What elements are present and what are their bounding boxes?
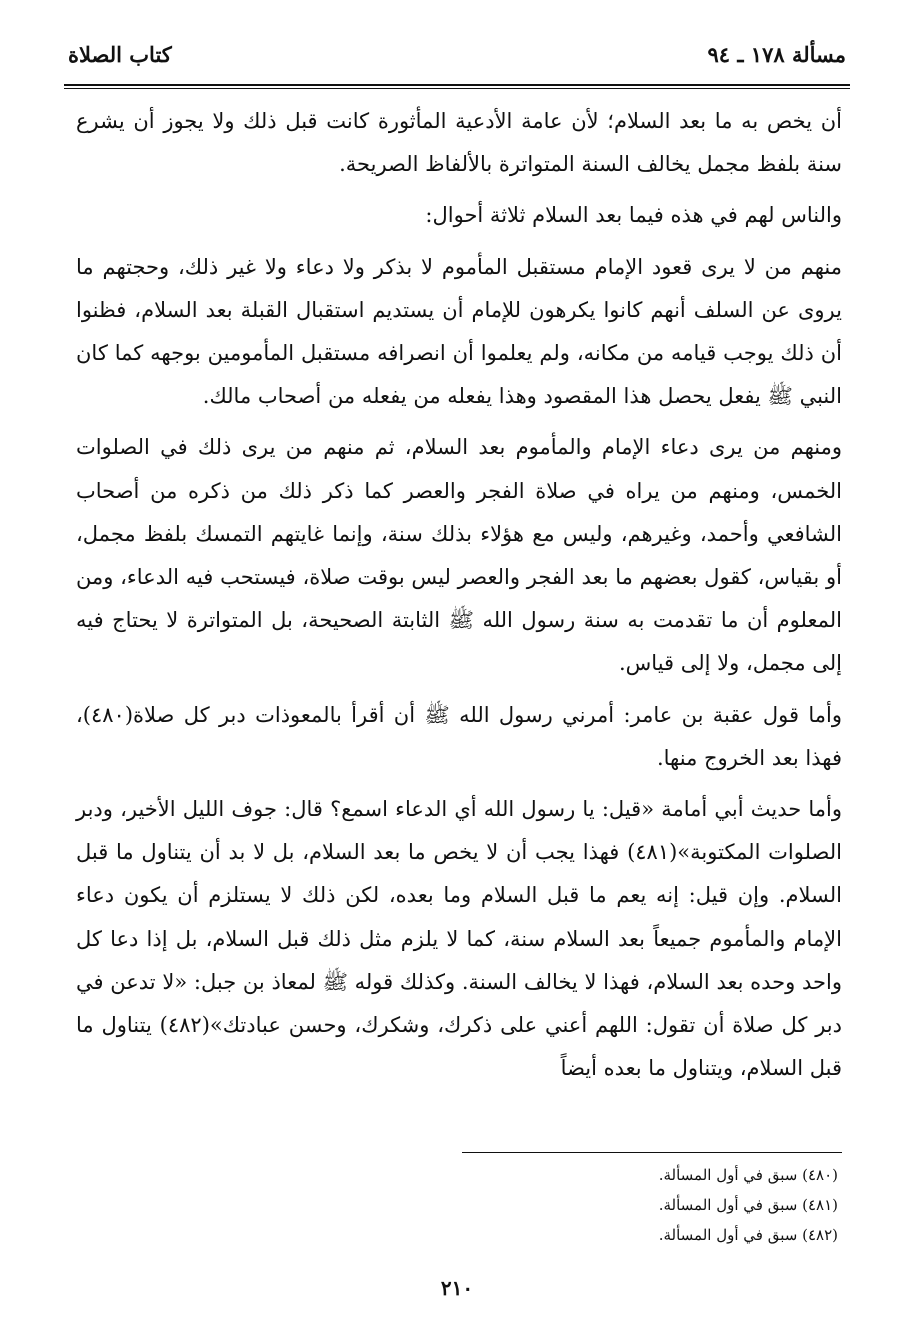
book-title: كتاب الصلاة xyxy=(68,41,172,67)
paragraph: ومنهم من يرى دعاء الإمام والمأموم بعد السلام، ثم منهم من يرى ذلك في الصلوات الخمس، ومنهم من يراه في صلاة الفجر والعصر كما ذكر ذلك من ذكره من أصحاب الشافعي وأحمد، وغيرهم، وليس مع هؤلاء بذلك سنة، وإنما غايتهم التمسك بلفظ مجمل، أو بقياس، كقول بعضهم ما بعد الفجر والعصر ليس بوقت صلاة، فيستحب فيه الدعاء، ومن المعلوم أن ما تقدمت به سنة رسول الله ﷺ الثابتة الصحيحة، بل المتواترة لا يحتاج فيه إلى مجمل، ولا إلى قياس. xyxy=(76,435,842,676)
footnotes xyxy=(420,1160,838,1250)
paragraph: وأما قول عقبة بن عامر: أمرني رسول الله ﷺ أن أقرأ بالمعوذات دبر كل صلاة(٤٨٠)، فهذا بعد الخروج منها. xyxy=(76,702,842,770)
paragraph: والناس لهم في هذه فيما بعد السلام ثلاثة أحوال: xyxy=(425,203,842,228)
header-divider xyxy=(64,84,850,89)
footnote-item: (٤٨٢) سبق في أول المسألة. xyxy=(658,1226,838,1244)
running-header xyxy=(68,34,846,74)
paragraph: وأما حديث أبي أمامة «قيل: يا رسول الله أي الدعاء اسمع؟ قال: جوف الليل الأخير، ودبر الصلوات المكتوبة»(٤٨١) فهذا يجب أن لا يخص ما بعد السلام، بل لا بد أن يتناول ما قبل السلام. وإن قيل: إنه يعم ما قبل السلام وما بعده، لكن ذلك لا يستلزم أن يكون دعاء الإمام والمأموم جميعاً بعد السلام سنة، كما لا يلزم مثل ذلك قبل السلام، بل إذا دعا كل واحد وحده بعد السلام، فهذا لا يخالف السنة. وكذلك قوله ﷺ لمعاذ بن جبل: «لا تدعن في دبر كل صلاة أن تقول: اللهم أعني على ذكرك، وشكرك، وحسن عبادتك»(٤٨٢) يتناول ما قبل السلام، ويتناول ما بعده أيضاً xyxy=(76,797,842,1081)
paragraph: منهم من لا يرى قعود الإمام مستقبل المأموم لا بذكر ولا دعاء ولا غير ذلك، وحجتهم ما يروى عن السلف أنهم كانوا يكرهون للإمام أن يستديم استقبال القبلة بعد السلام، فظنوا أن ذلك يوجب قيامه من مكانه، ولم يعلموا أن انصرافه مستقبل المأمومين بوجهه كما كان النبي ﷺ يفعل يحصل هذا المقصود وهذا يفعله من يفعله من أصحاب مالك. xyxy=(76,254,842,409)
footnote-item: (٤٨٠) سبق في أول المسألة. xyxy=(658,1166,838,1184)
issue-number: مسألة ١٧٨ ـ ٩٤ xyxy=(707,41,846,67)
footnote-divider xyxy=(462,1152,842,1153)
footnote-item: (٤٨١) سبق في أول المسألة. xyxy=(658,1196,838,1214)
body-text xyxy=(76,100,842,1098)
paragraph: أن يخص به ما بعد السلام؛ لأن عامة الأدعية المأثورة كانت قبل ذلك ولا يجوز أن يشرع سنة بلفظ مجمل يخالف السنة المتواترة بالألفاظ الصريحة. xyxy=(76,109,842,177)
page-number: ٢١٠ xyxy=(440,1276,474,1300)
